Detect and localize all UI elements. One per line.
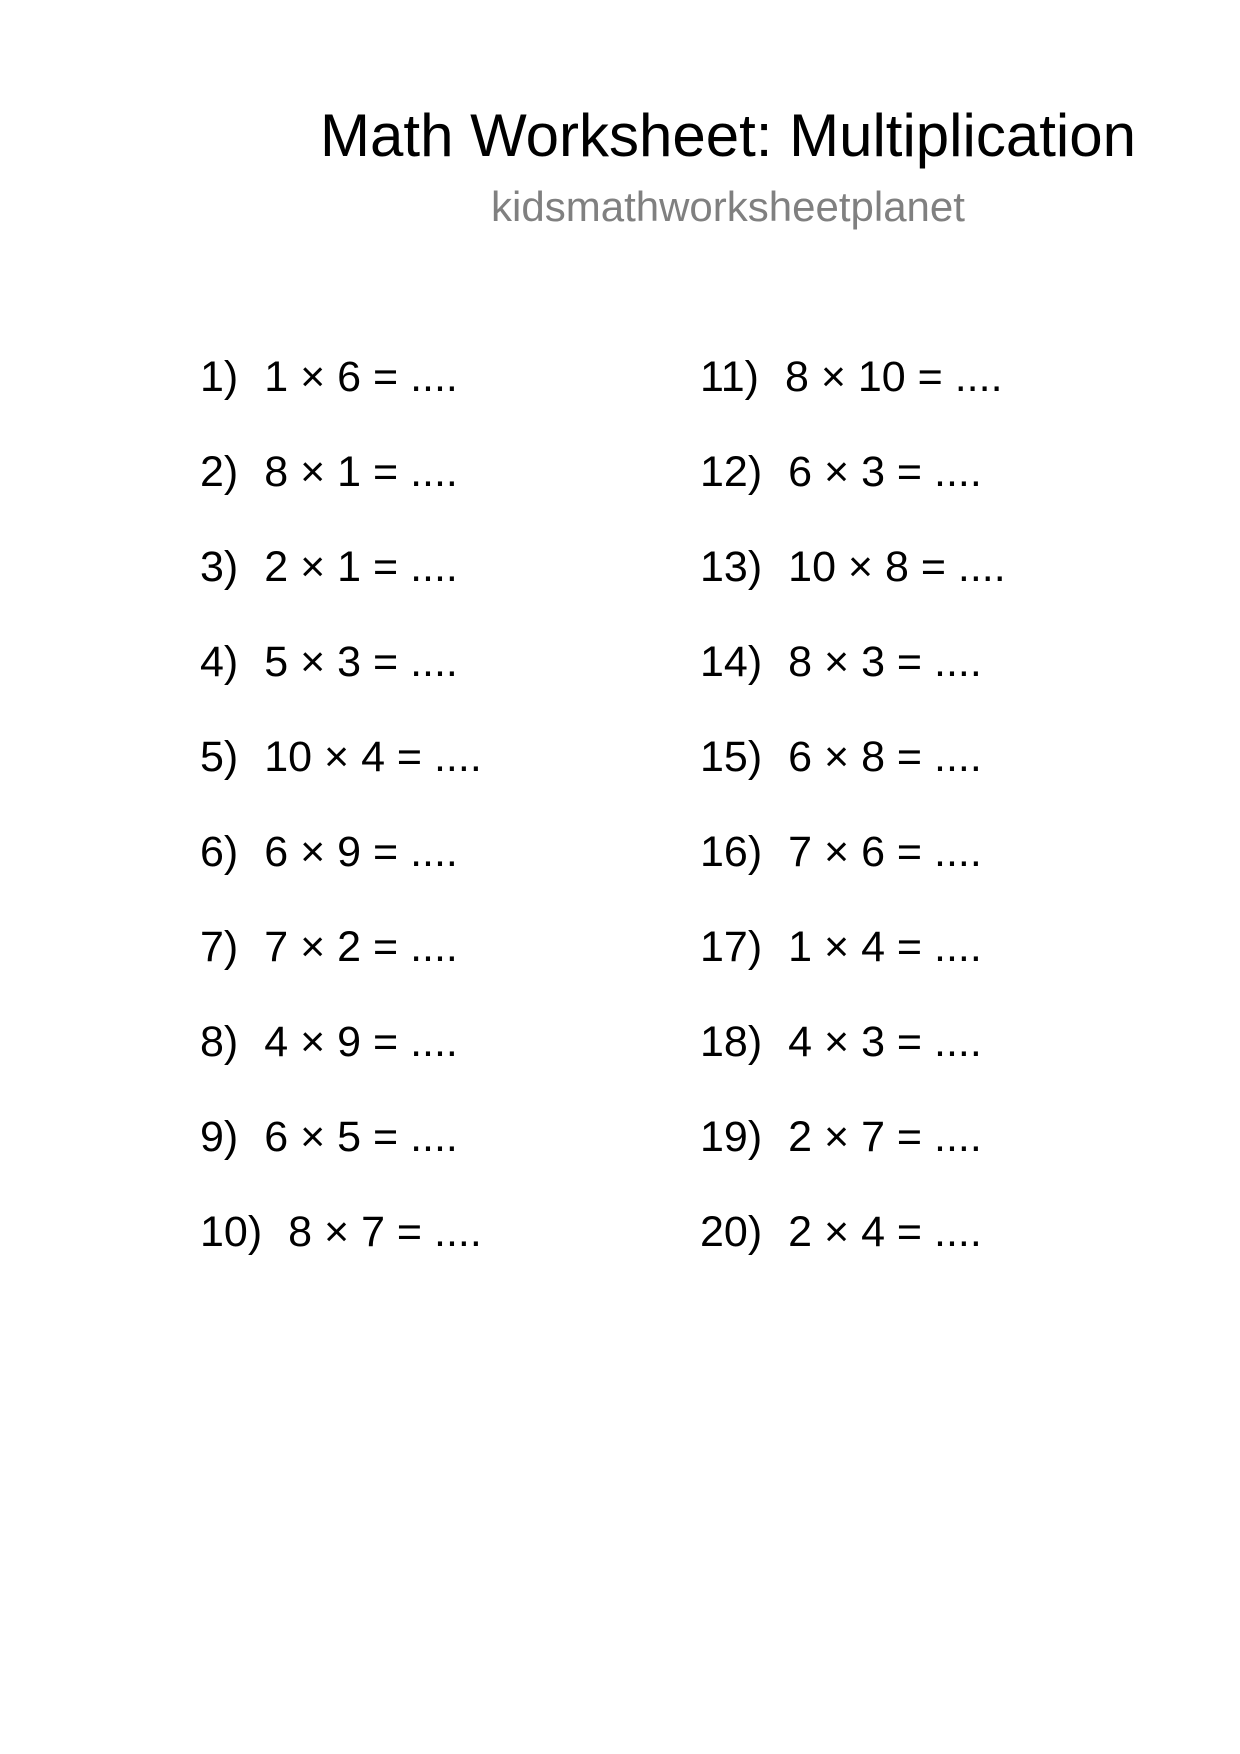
problem-item (700, 1012, 1006, 1107)
problem-number: 7) (200, 923, 239, 971)
problem-expression: 7 × 2 = .... (264, 923, 458, 971)
problem-item (700, 1202, 1006, 1297)
problem-expression: 8 × 1 = .... (264, 448, 458, 496)
problem-expression: 7 × 6 = .... (788, 828, 982, 876)
problem-column-left (200, 347, 482, 1297)
problem-item (700, 632, 1006, 727)
problem-number: 2) (200, 448, 239, 496)
problem-number: 5) (200, 733, 239, 781)
problem-expression: 4 × 3 = .... (788, 1018, 982, 1066)
problem-expression: 8 × 3 = .... (788, 638, 982, 686)
problem-number: 3) (200, 543, 239, 591)
page-title: Math Worksheet: Multiplication (320, 102, 1136, 169)
problem-number: 6) (200, 828, 239, 876)
page-subtitle: kidsmathworksheetplanet (491, 183, 965, 230)
problem-number: 10) (200, 1208, 263, 1256)
problem-item (700, 537, 1006, 632)
problem-item (200, 442, 482, 537)
problem-number: 4) (200, 638, 239, 686)
problem-item (200, 347, 482, 442)
problem-item (700, 917, 1006, 1012)
problem-column-right (700, 347, 1006, 1297)
problem-expression: 1 × 6 = .... (264, 353, 458, 401)
problem-expression: 6 × 3 = .... (788, 448, 982, 496)
problem-item (700, 822, 1006, 917)
problem-number: 15) (700, 733, 763, 781)
problem-number: 14) (700, 638, 763, 686)
problem-number: 9) (200, 1113, 239, 1161)
problem-number: 17) (700, 923, 763, 971)
problem-item (200, 727, 482, 822)
problem-number: 16) (700, 828, 763, 876)
problem-number: 13) (700, 543, 763, 591)
problem-expression: 2 × 1 = .... (264, 543, 458, 591)
problem-expression: 2 × 7 = .... (788, 1113, 982, 1161)
problem-item (700, 727, 1006, 822)
problem-expression: 8 × 10 = .... (784, 353, 1003, 401)
problem-item (700, 347, 1006, 442)
problem-expression: 6 × 8 = .... (788, 733, 982, 781)
problem-item (200, 632, 482, 727)
problem-number: 8) (200, 1018, 239, 1066)
problem-number: 20) (700, 1208, 763, 1256)
problem-item (700, 1107, 1006, 1202)
problem-item (200, 917, 482, 1012)
problem-item (200, 537, 482, 632)
problem-item (700, 442, 1006, 537)
problem-expression: 5 × 3 = .... (264, 638, 458, 686)
problem-item (200, 822, 482, 917)
problem-expression: 1 × 4 = .... (788, 923, 982, 971)
problem-expression: 6 × 5 = .... (264, 1113, 458, 1161)
problem-number: 11) (700, 353, 759, 401)
problem-expression: 2 × 4 = .... (788, 1208, 982, 1256)
problem-number: 18) (700, 1018, 763, 1066)
problem-expression: 6 × 9 = .... (264, 828, 458, 876)
problem-number: 12) (700, 448, 763, 496)
problem-item (200, 1012, 482, 1107)
problem-number: 1) (200, 353, 239, 401)
problem-expression: 8 × 7 = .... (288, 1208, 482, 1256)
problem-expression: 4 × 9 = .... (264, 1018, 458, 1066)
problem-expression: 10 × 8 = .... (788, 543, 1006, 591)
problem-expression: 10 × 4 = .... (264, 733, 482, 781)
problem-item (200, 1202, 482, 1297)
problem-item (200, 1107, 482, 1202)
problem-number: 19) (700, 1113, 763, 1161)
